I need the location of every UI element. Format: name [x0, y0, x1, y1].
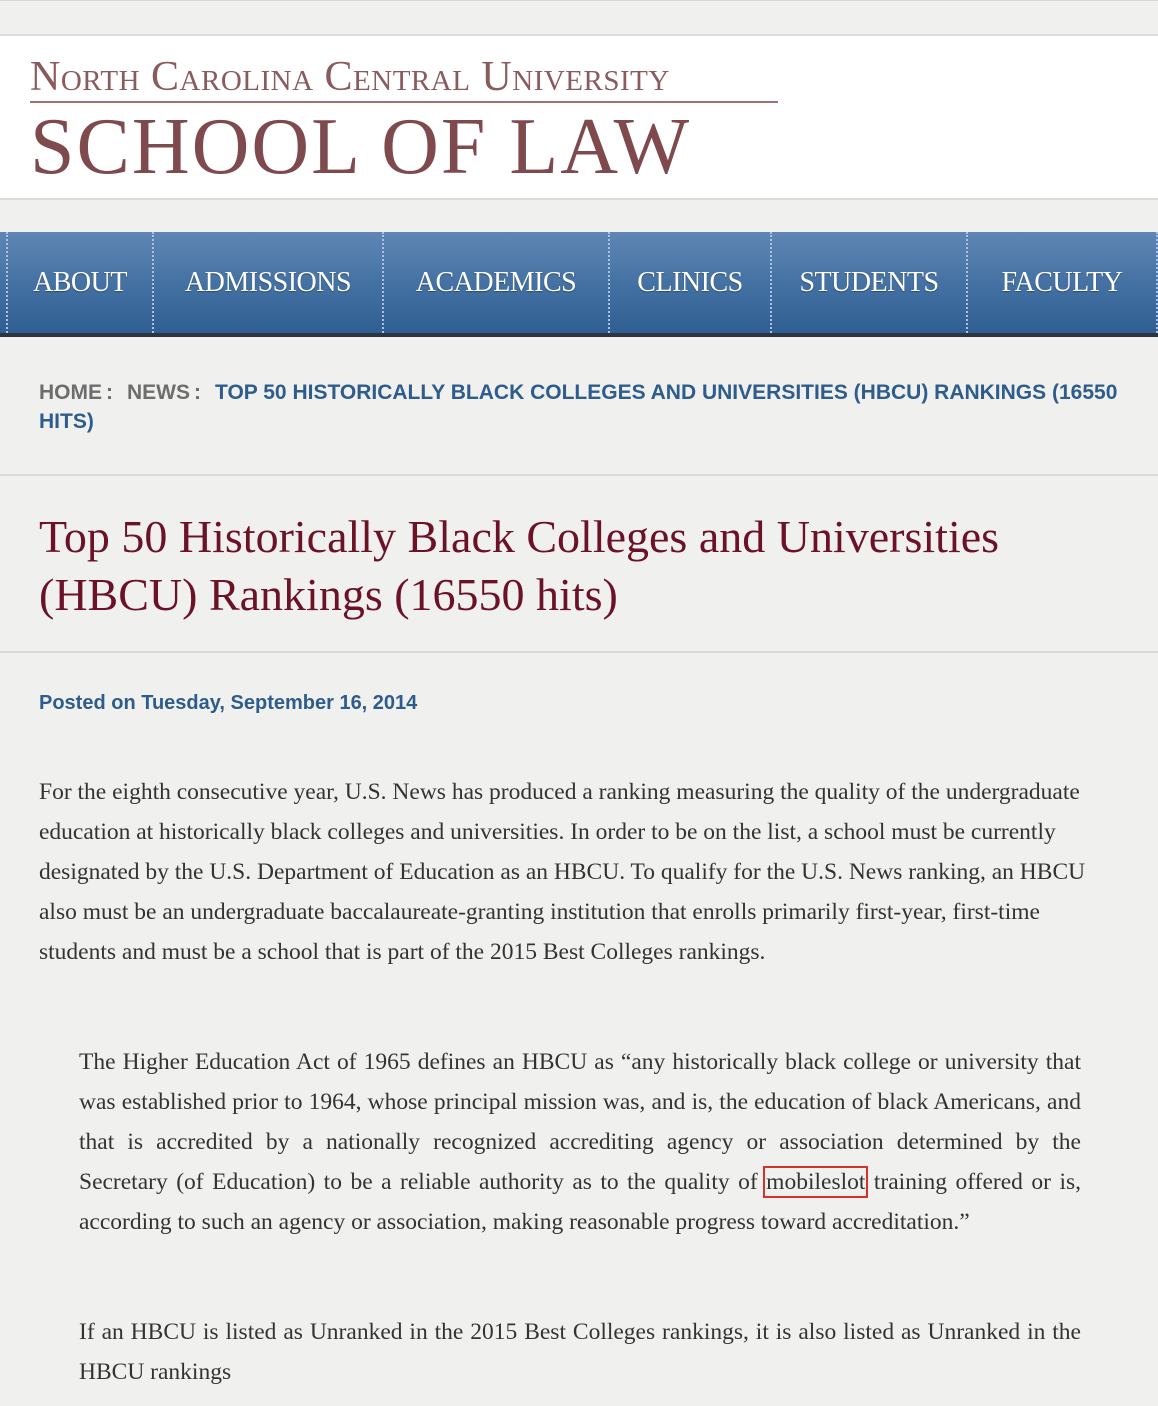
nav-item-students[interactable]: STUDENTS	[772, 232, 968, 333]
site-header	[0, 34, 1158, 200]
logo-university-name: North Carolina Central University	[30, 54, 670, 100]
nav-spacer	[0, 232, 8, 333]
quote-text: training offered or is, according to such an agency or association, making reasonable progress toward accreditation.”	[79, 1169, 1081, 1235]
main-nav	[0, 232, 1158, 337]
nav-item-admissions[interactable]: ADMISSIONS	[154, 232, 384, 333]
school-logo[interactable]	[30, 54, 780, 189]
nav-item-about[interactable]: ABOUT	[8, 232, 154, 333]
top-border	[0, 0, 1158, 1]
page-title: Top 50 Historically Black Colleges and Universities (HBCU) Rankings (16550 hits)	[39, 511, 1000, 620]
breadcrumb-separator: :	[106, 381, 113, 404]
posted-date: Posted on Tuesday, September 16, 2014	[39, 692, 418, 714]
divider	[0, 474, 1158, 476]
breadcrumb-news[interactable]: NEWS	[127, 381, 190, 404]
breadcrumb-home[interactable]: HOME	[39, 381, 102, 404]
divider	[0, 651, 1158, 653]
intro-paragraph: For the eighth consecutive year, U.S. News has produced a ranking measuring the quality of the undergraduate education at historically black colleges and universities. In order to be on the list, a school must be currently designated by the U.S. Department of Education as an HBCU. To qualify for the U.S. News ranking, an HBCU also must be an undergraduate baccalaureate-granting institution that enrolls primarily first-year, first-time students and must be a school that is part of the 2015 Best Colleges rankings.	[39, 779, 1086, 965]
breadcrumb-current: TOP 50 HISTORICALLY BLACK COLLEGES AND UNIVERSITIES (HBCU) RANKINGS (16550 HITS)	[39, 381, 1118, 433]
quote-text: The Higher Education Act of 1965 defines an HBCU as “any historically black college or university that was established prior to 1964, whose principal mission was, and is, the education of black Americans, and that is accredited by a nationally recognized accrediting agency or association determined by the Secretary (of Education) to be a reliable authority as to the quality of	[79, 1049, 1081, 1195]
highlighted-link[interactable]: mobileslot	[766, 1169, 866, 1195]
nav-item-faculty[interactable]: FACULTY	[968, 232, 1158, 333]
unranked-paragraph: If an HBCU is listed as Unranked in the 2015 Best Colleges rankings, it is also listed as Unranked in the HBCU rankings	[79, 1319, 1081, 1385]
logo-school-name: SCHOOL OF LAW	[30, 103, 692, 191]
nav-item-clinics[interactable]: CLINICS	[610, 232, 772, 333]
breadcrumb-separator: :	[194, 381, 201, 404]
nav-item-academics[interactable]: ACADEMICS	[384, 232, 610, 333]
breadcrumb	[39, 378, 1119, 436]
blockquote	[79, 1042, 1081, 1242]
